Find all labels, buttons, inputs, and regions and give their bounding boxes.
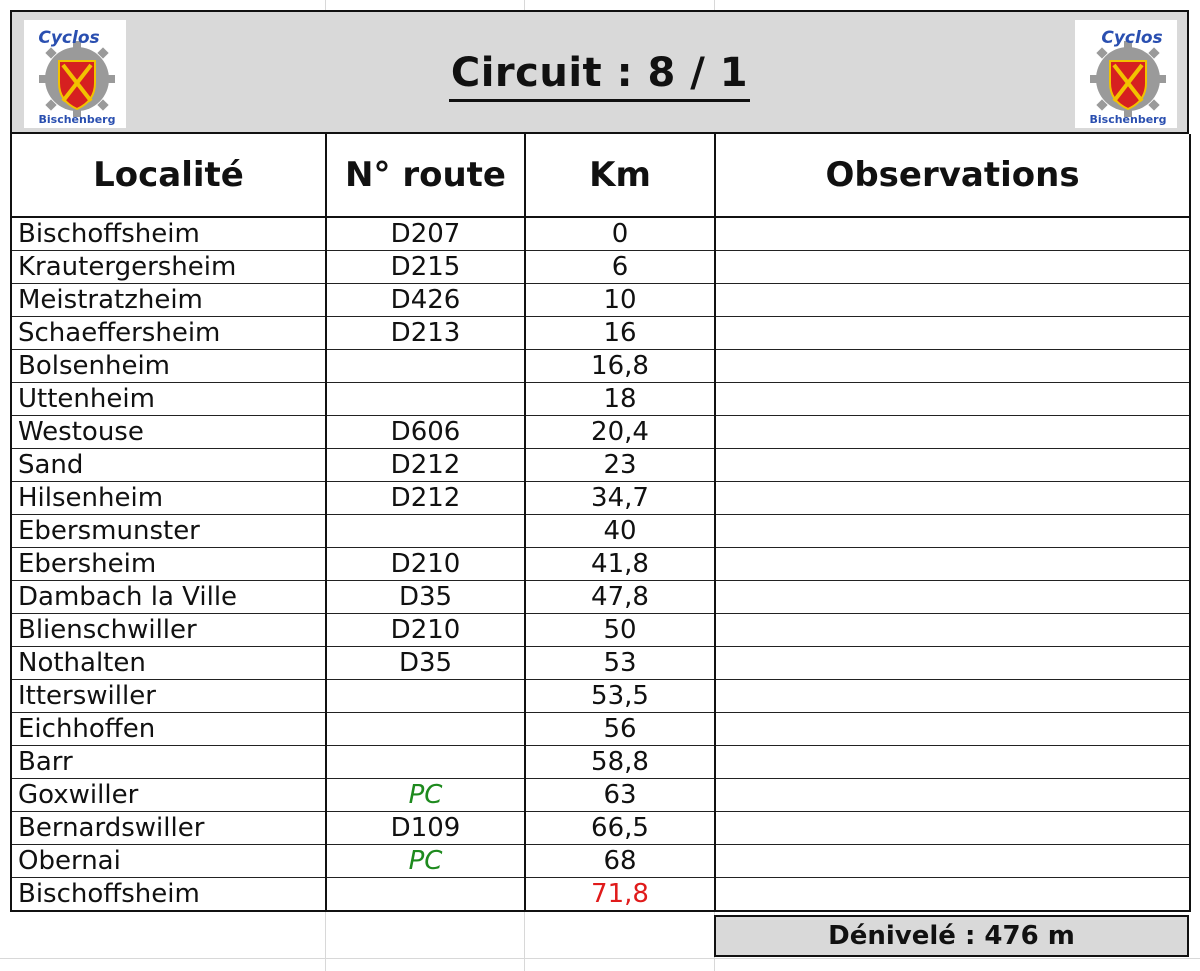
table-row [11, 713, 1190, 746]
km-cell: 40 [525, 515, 715, 548]
localite-cell: Ebersheim [11, 548, 326, 581]
table-row [11, 350, 1190, 383]
localite-cell: Bischoffsheim [11, 217, 326, 251]
localite-cell: Schaeffersheim [11, 317, 326, 350]
observations-cell [715, 845, 1190, 878]
svg-text:Bischenberg: Bischenberg [38, 113, 116, 126]
elevation-gain: Dénivelé : 476 m [714, 915, 1189, 957]
observations-cell [715, 614, 1190, 647]
observations-cell [715, 515, 1190, 548]
svg-text:Bischenberg: Bischenberg [1089, 113, 1167, 126]
localite-cell: Ebersmunster [11, 515, 326, 548]
column-header-observations: Observations [715, 134, 1190, 217]
km-cell: 16,8 [525, 350, 715, 383]
route-cell [326, 746, 525, 779]
km-cell: 41,8 [525, 548, 715, 581]
table-row [11, 217, 1190, 251]
km-cell: 6 [525, 251, 715, 284]
observations-cell [715, 713, 1190, 746]
svg-text:Cyclos: Cyclos [1101, 28, 1163, 48]
observations-cell [715, 680, 1190, 713]
route-cell: D426 [326, 284, 525, 317]
table-row [11, 449, 1190, 482]
observations-cell [715, 812, 1190, 845]
route-cell: D210 [326, 548, 525, 581]
table-row [11, 647, 1190, 680]
observations-cell [715, 548, 1190, 581]
observations-cell [715, 878, 1190, 912]
km-cell: 23 [525, 449, 715, 482]
table-row [11, 779, 1190, 812]
localite-cell: Nothalten [11, 647, 326, 680]
route-cell: D606 [326, 416, 525, 449]
route-cell [326, 350, 525, 383]
observations-cell [715, 284, 1190, 317]
route-cell [326, 878, 525, 912]
route-cell: D215 [326, 251, 525, 284]
km-cell: 0 [525, 217, 715, 251]
km-cell: 53 [525, 647, 715, 680]
observations-cell [715, 581, 1190, 614]
observations-cell [715, 251, 1190, 284]
column-header-localite: Localité [11, 134, 326, 217]
route-cell [326, 515, 525, 548]
km-cell: 34,7 [525, 482, 715, 515]
table-body [11, 217, 1190, 911]
route-cell: D210 [326, 614, 525, 647]
localite-cell: Dambach la Ville [11, 581, 326, 614]
gridline [0, 958, 1200, 959]
table-row [11, 548, 1190, 581]
table-row [11, 416, 1190, 449]
table-row [11, 878, 1190, 912]
localite-cell: Sand [11, 449, 326, 482]
km-cell: 18 [525, 383, 715, 416]
localite-cell: Westouse [11, 416, 326, 449]
route-cell [326, 680, 525, 713]
table-row [11, 746, 1190, 779]
localite-cell: Obernai [11, 845, 326, 878]
column-header-route: N° route [326, 134, 525, 217]
km-cell: 58,8 [525, 746, 715, 779]
column-header-km: Km [525, 134, 715, 217]
localite-cell: Blienschwiller [11, 614, 326, 647]
observations-cell [715, 350, 1190, 383]
localite-cell: Itterswiller [11, 680, 326, 713]
route-cell: D212 [326, 482, 525, 515]
route-cell: D213 [326, 317, 525, 350]
route-cell: PC [326, 845, 525, 878]
km-cell: 56 [525, 713, 715, 746]
observations-cell [715, 416, 1190, 449]
localite-cell: Barr [11, 746, 326, 779]
observations-cell [715, 317, 1190, 350]
km-cell: 63 [525, 779, 715, 812]
page-title: Circuit : 8 / 1 [12, 50, 1187, 96]
localite-cell: Bernardswiller [11, 812, 326, 845]
table-row [11, 251, 1190, 284]
table-row [11, 383, 1190, 416]
observations-cell [715, 217, 1190, 251]
route-cell: D212 [326, 449, 525, 482]
km-cell: 47,8 [525, 581, 715, 614]
table-row [11, 515, 1190, 548]
route-cell: D109 [326, 812, 525, 845]
route-cell [326, 383, 525, 416]
table-row [11, 812, 1190, 845]
observations-cell [715, 449, 1190, 482]
table-row [11, 614, 1190, 647]
localite-cell: Hilsenheim [11, 482, 326, 515]
km-cell: 10 [525, 284, 715, 317]
km-cell: 68 [525, 845, 715, 878]
route-cell: D35 [326, 581, 525, 614]
route-cell: PC [326, 779, 525, 812]
localite-cell: Meistratzheim [11, 284, 326, 317]
km-cell: 16 [525, 317, 715, 350]
observations-cell [715, 647, 1190, 680]
km-cell: 71,8 [525, 878, 715, 912]
route-table [10, 134, 1191, 912]
table-row [11, 845, 1190, 878]
circuit-header [10, 10, 1189, 134]
localite-cell: Bischoffsheim [11, 878, 326, 912]
localite-cell: Krautergersheim [11, 251, 326, 284]
table-row [11, 317, 1190, 350]
table-row [11, 680, 1190, 713]
observations-cell [715, 746, 1190, 779]
localite-cell: Goxwiller [11, 779, 326, 812]
localite-cell: Eichhoffen [11, 713, 326, 746]
localite-cell: Uttenheim [11, 383, 326, 416]
cyclos-bischenberg-logo-icon [1076, 21, 1176, 127]
km-cell: 50 [525, 614, 715, 647]
svg-text:Cyclos: Cyclos [38, 28, 100, 48]
table-row [11, 482, 1190, 515]
route-cell [326, 713, 525, 746]
localite-cell: Bolsenheim [11, 350, 326, 383]
km-cell: 53,5 [525, 680, 715, 713]
route-cell: D207 [326, 217, 525, 251]
table-header-row [11, 134, 1190, 217]
observations-cell [715, 482, 1190, 515]
table-row [11, 581, 1190, 614]
route-cell: D35 [326, 647, 525, 680]
km-cell: 66,5 [525, 812, 715, 845]
km-cell: 20,4 [525, 416, 715, 449]
observations-cell [715, 383, 1190, 416]
table-row [11, 284, 1190, 317]
club-logo-right [1075, 20, 1177, 128]
observations-cell [715, 779, 1190, 812]
